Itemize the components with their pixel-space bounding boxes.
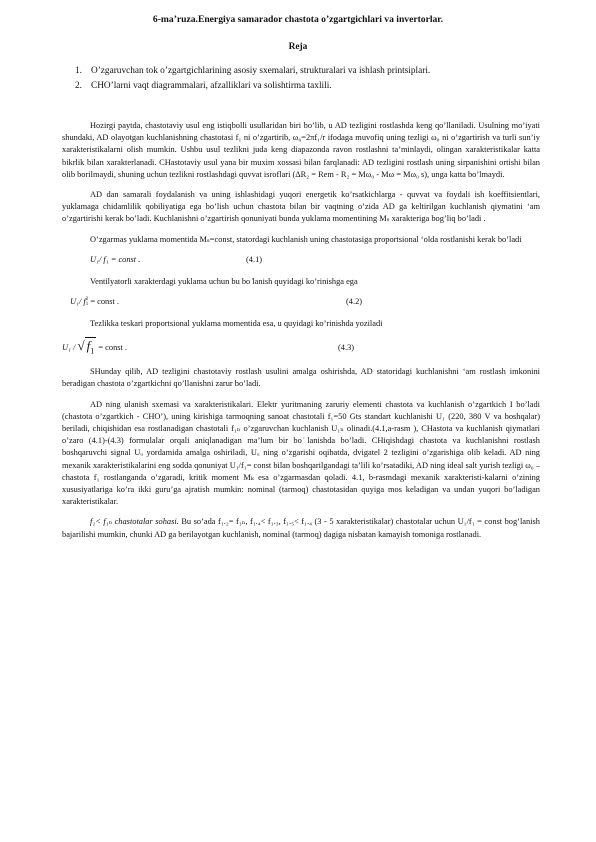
equation-4-2: U₁/ f 2 1 = const . (4.2) bbox=[70, 297, 363, 308]
paragraph-conclusion: SHunday qilib, AD tezligini chastotaviy rostlash usulini amalga oshirishda, AD statoridagi kuchlanishni ‘am rostlash imkonini beradigan chastota o’zgartkichni qo’llanishni zarur bo’ladi. bbox=[62, 367, 540, 389]
lecture-body bbox=[62, 120, 540, 549]
sqrt-symbol: √ $f_1$ bbox=[77, 338, 95, 356]
paragraph-constant-moment: O’zgarmas yuklama momentida Mₛ=const, statordagi kuchlanish uning chastotasiga proportsional ‘olda rostlanishi kerak bo’ladi bbox=[90, 234, 522, 244]
equation-4-1: U₁/ f₁ = const . (4.1) bbox=[90, 254, 263, 264]
lecture-title: 6-ma’ruza.Energiya samarador chastota o’zgartgichlari va invertorlar. bbox=[152, 14, 444, 25]
plan-heading: Reja bbox=[288, 42, 308, 52]
paragraph-frequency-range: f₁< f₁ₙ chastotalar sohasi. Bu so’ada f₁.₂= f₁ₙ, f₁.₄< f₁.₃, f₁.₅< f₁.₄ (3 - 5 xarakteristikalar) chastotalar uchun U₁/f₁ = const bog’lanish bajarilishi mumkin, chunki AD ga berilayotgan kuchlanish, nominal (tarmoq) dagiga nisbatan kamayish tomoniga rostlanadi. bbox=[62, 517, 540, 539]
plan-list bbox=[75, 64, 545, 94]
paragraph-inverse-load: Tezlikka teskari proportsional yuklama momentida esa, u quyidagi ko’rinishda yoziladi bbox=[90, 319, 383, 329]
paragraph-intro: Hozirgi paytda, chastotaviy usul eng istiqbolli usullaridan biri bo’lib, u AD tezligini rostlashda keng qo’llaniladi. Usulning mo’iyati shundaki, AD olayotgan kuchlanishning chastotasi f₁ ni o’zgartirib, ω₀=2πf₁/r ifodaga muvofiq uning tezligi ω₀ ni o’zgartirish va turli sun’iy xarakteristikalarni olish mumkin. Ushbu usul tezlikni juda keng diapazonda ravon rostlashni ta’minlaydi, olingan xarakteristikalar katta bikrlik bilan xarakterlanadi. CHastotaviy usul yana bir muxim xossasi bilan farqlanadi: AD tezligini rostlash uning sirpanishini ortishi bilan olib borilmaydi, shuning uchun tezlikni rostlashdagi quvvat isroflari (ΔR₂ = Rem - R₂ = Mω₀ - Mω = Mω₀ s), unga katta bo’lmaydi. bbox=[62, 121, 540, 179]
equation-4-3: U₁ / √ $f_1$ = const . (4.3) bbox=[62, 338, 540, 358]
paragraph-fan-load: Ventilyatorli xarakterdagi yuklama uchun bu bo ̇lanish quyidagi ko’rinishga ega bbox=[90, 276, 358, 286]
plan-item: 1. O’zgaruvchan tok o’zgartgichlarining asosiy sxemalari, strukturalari va ishlash printsiplari. bbox=[75, 66, 431, 76]
paragraph-circuit: AD ning ulanish sxemasi va xarakteristikalari. Elektr yuritmaning zaruriy elementi chastota va kuchlanish o’zgartkich I bo’ladi (chastota o’zgartkich - CHO’), uning kirishiga tarmoqning sanoat chastotali f₁=50 Gts standart kuchlanishi U₁ (220, 380 V va boshqalar) beriladi, chiqishidan esa rostlanadigan chastotali f₁ₙ o’zgaruvchan kuchlanish U₁ₙ olinadi.(4.1,a-rasm ), CHastota va kuchlanish qiymatlari o’zaro (4.1)-(4.3) formulalar orqali aniqlanadigan ma’lum bir bo ̇lanishda bo’ladi. CHiqishdagi chastota va kuchlanishni rostlash boshqaruvchi signal Uᵤ yordamida amalga oshiriladi, Uᵤ ning o’zgarishi oqibatda, dvigatel 2 tezligini o’zgarishiga olib keladi. AD ning mexanik xarakteristikalarini eng sodda qonuniyat U₁/f₁= const bilan boshqarilgandagi ta’lili ko’rsatadiki, AD ning ideal salt yurish tezligi ω₀ – chastota f₁ rostlanganda o’zgaradi, kritik moment Mₖ esa o’zgarmasdan qoladi. 4.1, b-rasmdagi mexanik xarakteristi-kalarni o’zining xususiyatlariga ko’ra ikki guru’ga ajratish mumkin: nominal (tarmoq) chastotasidan quyiga mos keladigan va undan yuqori bo’ladigan xarakteristikalar. bbox=[62, 399, 540, 507]
plan-item: 2. CHO’larni vaqt diagrammalari, afzalliklari va solishtirma taxlili. bbox=[75, 81, 332, 91]
paragraph-efficiency: AD dan samarali foydalanish va uning ishlashidagi yuqori energetik ko’rsatkichlarga - quvvat va foydali ish koeffitsientlari, yuklamaga chidamlilik qobiliyatiga ega bo’lish uchun chastota bilan bir vaqtning o’zida AD ga keltirilgan kuchlanish qiymatini ‘am o’zgartirishi kerak bo’ladi. Kuchlanishni o’zgartirish qonuniyati bunda yuklama momentining Mₛ xarakteriga bog’liq bo’ladi . bbox=[62, 190, 540, 224]
